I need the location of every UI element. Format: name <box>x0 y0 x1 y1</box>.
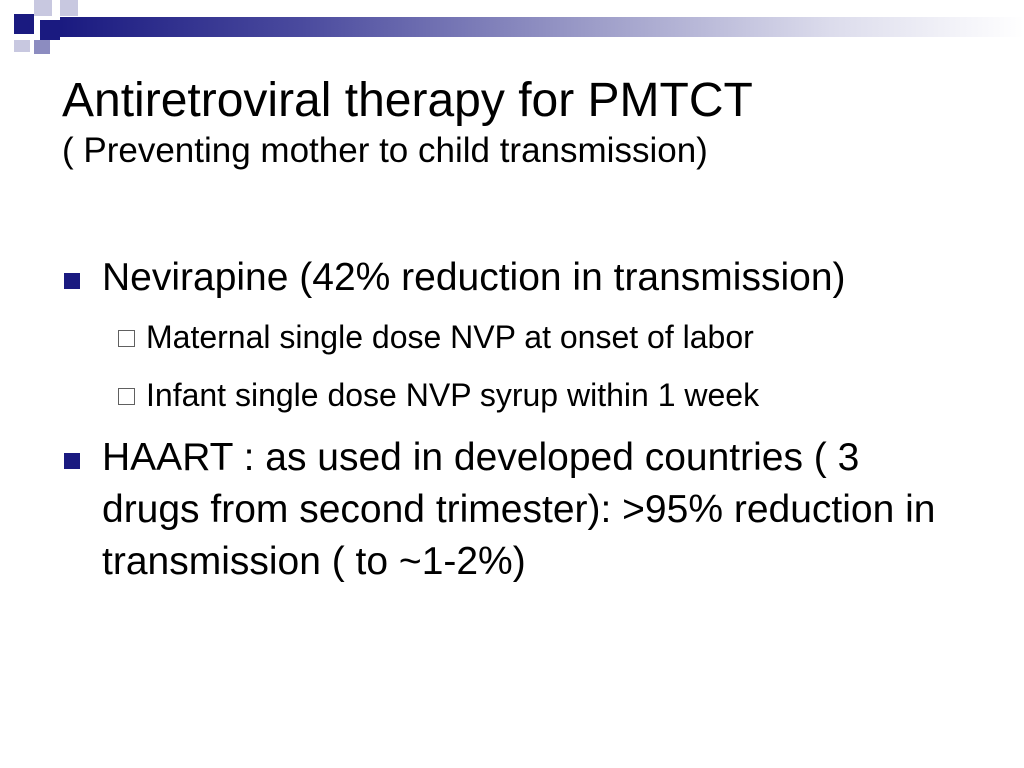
bullet-text: Nevirapine (42% reduction in transmission) <box>102 256 846 299</box>
bullet-text: HAART : as used in developed countries ( 3 drugs from second trimester): >95% reduction in transmission ( to ~1-2%) <box>102 436 936 583</box>
sub-bullet-text: Infant single dose NVP syrup within 1 week <box>146 377 760 413</box>
decorative-square <box>14 40 30 52</box>
list-item <box>62 432 962 588</box>
hollow-square-icon <box>118 330 135 347</box>
filled-square-icon <box>64 273 80 289</box>
list-item <box>102 308 962 366</box>
bullet-list <box>62 252 962 588</box>
decorative-square <box>34 0 52 16</box>
header-gradient-bar <box>60 17 1024 37</box>
list-item <box>62 252 962 424</box>
filled-square-icon <box>64 453 80 469</box>
title-block <box>62 72 982 172</box>
list-item <box>102 366 962 424</box>
sub-bullet-text: Maternal single dose NVP at onset of labor <box>146 319 754 355</box>
slide-subtitle: ( Preventing mother to child transmission) <box>62 131 708 170</box>
slide-title: Antiretroviral therapy for PMTCT <box>62 74 753 127</box>
decorative-square <box>60 0 78 16</box>
decorative-square <box>14 14 34 34</box>
sub-bullet-list <box>102 308 962 424</box>
hollow-square-icon <box>118 388 135 405</box>
decorative-square <box>40 20 60 40</box>
decorative-square <box>34 40 50 54</box>
